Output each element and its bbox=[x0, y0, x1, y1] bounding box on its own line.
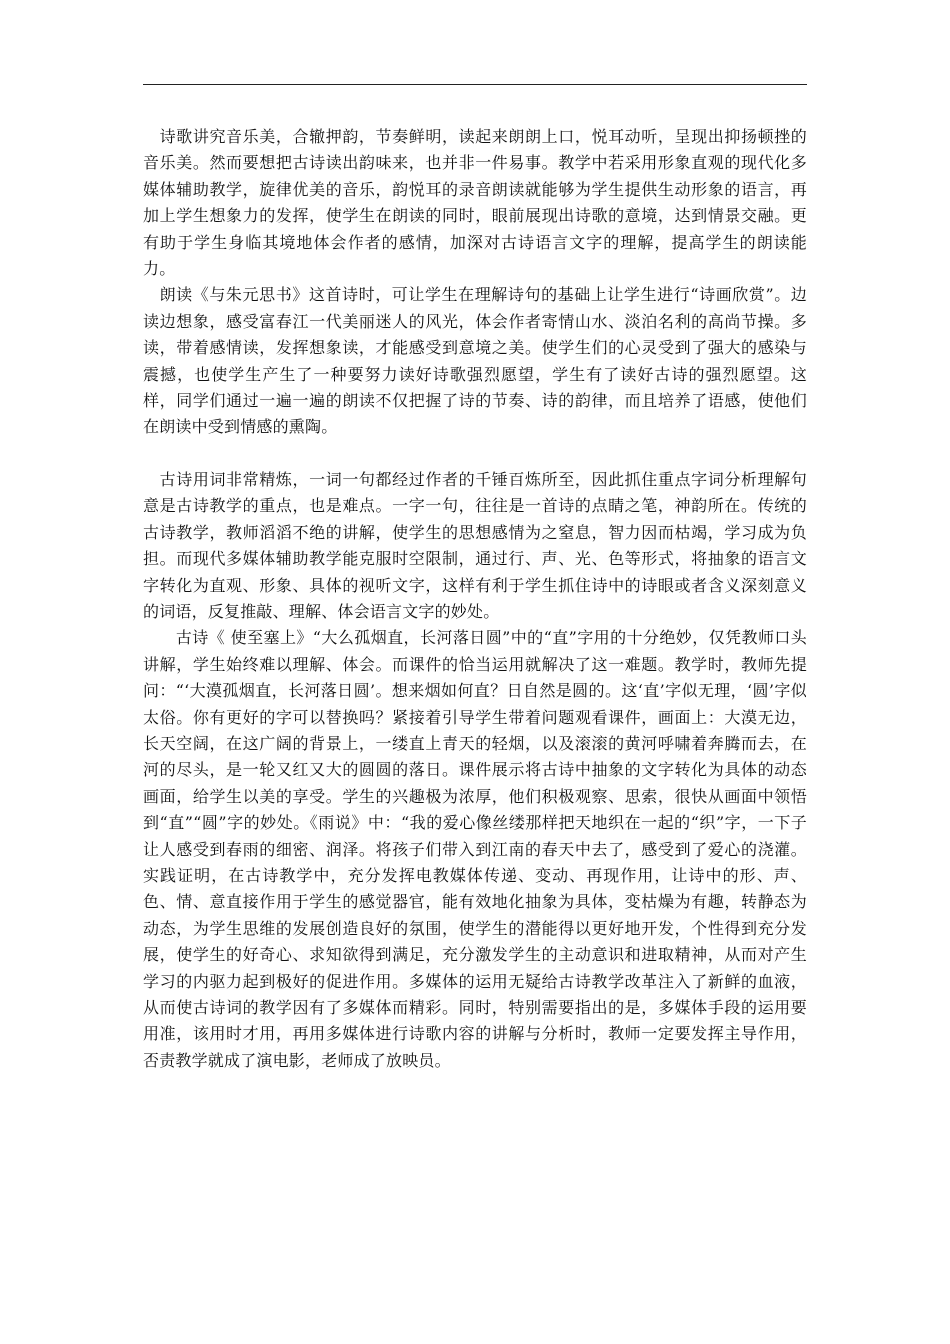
header-rule bbox=[143, 84, 807, 85]
paragraph-reading-example: 朗读《与朱元思书》这首诗时，可让学生在理解诗句的基础上让学生进行“诗画欣赏”。边读边想象，感受富春江一代美丽迷人的风光，体会作者寄情山水、淡泊名利的高尚节操。多读，带着感情读，发挥想象读，才能感受到意境之美。使学生们的心灵受到了强大的感染与震撼，也使学生产生了一种要努力读好诗歌强烈愿望，学生有了读好古诗的强烈愿望。这样，同学们通过一遍一遍的朗读不仅把握了诗的节奏、诗的韵律，而且培养了语感，使他们在朗读中受到情感的熏陶。 bbox=[143, 285, 807, 437]
paragraph-music-beauty: 诗歌讲究音乐美，合辙押韵，节奏鲜明，读起来朗朗上口，悦耳动听，呈现出抑扬顿挫的音乐美。然而要想把古诗读出韵味来，也并非一件易事。教学中若采用形象直观的现代化多媒体辅助教学，旋律优美的音乐，韵悦耳的录音朗读就能够为学生提供生动形象的语言，再加上学生想象力的发挥，使学生在朗读的同时，眼前展现出诗歌的意境，达到情景交融。更有助于学生身临其境地体会作者的感情，加深对古诗语言文字的理解，提高学生的朗读能力。 bbox=[143, 127, 807, 279]
paragraph-key-words: 古诗用词非常精炼，一词一句都经过作者的千锤百炼所至，因此抓住重点字词分析理解句意是古诗教学的重点，也是难点。一字一句，往往是一首诗的点睛之笔，神韵所在。传统的古诗教学，教师滔滔不绝的讲解，使学生的思想感情为之窒息，智力因而枯竭，学习成为负担。而现代多媒体辅助教学能克服时空限制，通过行、声、光、色等形式，将抽象的语言文字转化为直观、形象、具体的视听文字，这样有利于学生抓住诗中的诗眼或者含义深刻意义的词语，反复推敲、理解、体会语言文字的妙处。 bbox=[143, 469, 807, 621]
paragraph-spacer bbox=[143, 441, 807, 467]
paragraph-multimedia-example: 古诗《 使至塞上》“大么孤烟直，长河落日圆”中的“直”字用的十分绝妙，仅凭教师口头讲解，学生始终难以理解、体会。而课件的恰当运用就解决了这一难题。教学时，教师先提问：“‘大漠孤烟直，长河落日圆’。想来烟如何直？日自然是圆的。这‘直’字似无理，‘圆’字似太俗。你有更好的字可以替换吗？紧接着引导学生带着问题观看课件，画面上：大漠无边，长天空阔，在这广阔的背景上，一缕直上青天的轻烟，以及滚滚的黄河呼啸着奔腾而去，在河的尽头，是一轮又红又大的圆圆的落日。课件展示将古诗中抽象的文字转化为具体的动态画面，给学生以美的享受。学生的兴趣极为浓厚，他们积极观察、思索，很快从画面中领悟到“直”“圆”字的妙处。《雨说》中：“我的爱心像丝缕那样把天地织在一起的“织”字，一下子让人感受到春雨的细密、润泽。将孩子们带入到江南的春天中去了，感受到了爱心的浇灌。实践证明，在古诗教学中，充分发挥电教媒体传递、变动、再现作用，让诗中的形、声、色、情、意直接作用于学生的感觉器官，能有效地化抽象为具体，变枯燥为有趣，转静态为动态，为学生思维的发展创造良好的氛围，使学生的潜能得以更好地开发，个性得到充分发展，使学生的好奇心、求知欲得到满足，充分激发学生的主动意识和进取精神，从而对产生学习的内驱力起到极好的促进作用。多媒体的运用无疑给古诗教学改革注入了新鲜的血液，从而使古诗词的教学因有了多媒体而精彩。同时，特别需要指出的是，多媒体手段的运用要用准，该用时才用，再用多媒体进行诗歌内容的讲解与分析时，教师一定要发挥主导作用，否责教学就成了演电影，老师成了放映员。 bbox=[143, 628, 807, 1070]
document-body bbox=[143, 124, 807, 1074]
